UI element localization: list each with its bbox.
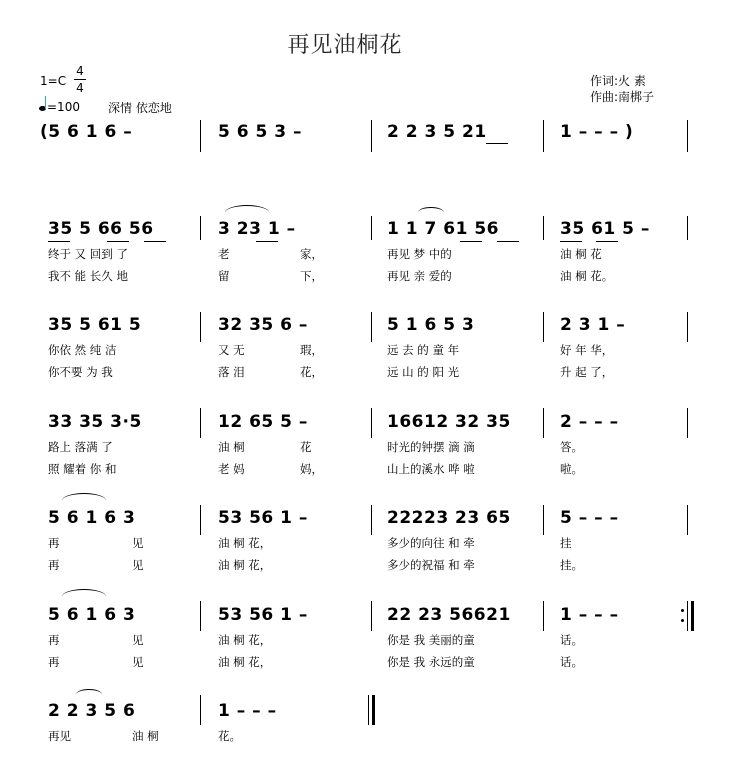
lyric-text: 终于 又 回到 了	[48, 247, 128, 261]
barline	[371, 312, 372, 342]
notation-measure: 3 23 1 –	[218, 219, 296, 239]
beam-underline	[596, 241, 618, 242]
barline	[543, 216, 544, 240]
notation-measure: 2 2 3 5 6	[48, 701, 136, 721]
lyric-text: 再见	[48, 729, 71, 743]
lyric-text: 远 山 的 阳 光	[387, 365, 460, 379]
lyric-text: 油 桐 花，	[218, 536, 272, 550]
lyric-text: 老	[218, 247, 230, 261]
lyric-text: 妈，	[300, 462, 323, 476]
lyric-text: 油 桐 花，	[218, 655, 272, 669]
lyric-text: 升 起 了，	[560, 365, 614, 379]
lyric-text: 你是 我 美丽的童	[387, 633, 475, 647]
lyric-text: 下，	[300, 269, 323, 283]
lyricist-credit: 作词:火 素	[590, 74, 646, 88]
lyric-text: 又 无	[218, 343, 245, 357]
lyric-text: 再见 梦 中的	[387, 247, 452, 261]
lyric-text: 话。	[560, 655, 583, 669]
barline	[543, 601, 544, 631]
barline	[687, 312, 688, 342]
lyric-text: 油 桐	[218, 440, 245, 454]
expression-mark: 深情 依恋地	[108, 101, 172, 115]
notation-measure: 1 – – –	[560, 605, 619, 625]
notation-measure: 12 65 5 –	[218, 412, 308, 432]
barline	[543, 505, 544, 535]
lyric-text: 你不要 为 我	[48, 365, 113, 379]
beam-underline	[460, 241, 482, 242]
beam-underline	[256, 241, 278, 242]
time-signature	[74, 64, 86, 95]
notation-measure: 1 – – –	[218, 701, 277, 721]
notation-measure: 1 1 7 61 56	[387, 219, 499, 239]
composer-credit: 作曲:南梆子	[590, 90, 655, 104]
time-top: 4	[76, 64, 84, 78]
lyric-text: 好 年 华，	[560, 343, 614, 357]
lyric-text: 油 桐 花，	[218, 558, 272, 572]
lyric-text: 留	[218, 269, 230, 283]
notation-measure: 53 56 1 –	[218, 605, 308, 625]
lyric-text: 花	[300, 440, 312, 454]
barline	[200, 695, 201, 725]
lyric-text: 见	[132, 536, 144, 550]
notation-measure: 5 – – –	[560, 508, 619, 528]
lyric-text: 花，	[300, 365, 323, 379]
notation-measure: 5 6 5 3 –	[218, 122, 302, 142]
slur-arc	[418, 207, 444, 218]
lyric-text: 我不 能 长久 地	[48, 269, 128, 283]
final-barline	[372, 695, 375, 725]
barline	[543, 408, 544, 438]
lyric-text: 照 耀着 你 和	[48, 462, 117, 476]
slur-arc	[225, 205, 269, 220]
lyric-text: 油 桐 花，	[218, 633, 272, 647]
notation-measure: 16612 32 35	[387, 412, 511, 432]
quarter-note-icon	[39, 99, 47, 111]
lyric-text: 你是 我 永远的童	[387, 655, 475, 669]
lyric-text: 油 桐	[132, 729, 159, 743]
notation-measure: 35 61 5 –	[560, 219, 650, 239]
barline	[543, 120, 544, 152]
notation-measure: 32 35 6 –	[218, 315, 308, 335]
lyric-text: 花。	[218, 729, 241, 743]
final-barline	[368, 695, 369, 725]
notation-measure: 53 56 1 –	[218, 508, 308, 528]
barline	[200, 120, 201, 152]
lyric-text: 多少的祝福 和 牵	[387, 558, 475, 572]
beam-underline	[497, 241, 519, 242]
lyric-text: 老 妈	[218, 462, 245, 476]
lyric-text: 见	[132, 633, 144, 647]
lyric-text: 再	[48, 536, 60, 550]
lyric-text: 挂	[560, 536, 572, 550]
barline	[200, 312, 201, 342]
time-bottom: 4	[76, 81, 84, 95]
notation-measure: 1 – – – )	[560, 122, 634, 142]
barline	[200, 601, 201, 631]
lyric-text: 瑕，	[300, 343, 323, 357]
barline	[543, 312, 544, 342]
notation-measure: 5 6 1 6 3	[48, 605, 136, 625]
barline	[371, 408, 372, 438]
beam-underline	[144, 241, 166, 242]
repeat-dot-lower	[681, 619, 684, 622]
barline	[371, 120, 372, 152]
barline	[371, 216, 372, 240]
notation-measure: 35 5 66 56	[48, 219, 154, 239]
lyric-text: 多少的向往 和 牵	[387, 536, 475, 550]
key-signature: 1=C	[40, 74, 67, 88]
notation-measure: 22223 23 65	[387, 508, 511, 528]
tempo-mark: =100	[39, 99, 80, 114]
barline	[200, 505, 201, 535]
lyric-text: 见	[132, 655, 144, 669]
lyric-text: 答。	[560, 440, 583, 454]
lyric-text: 落 泪	[218, 365, 245, 379]
slur-arc	[76, 689, 102, 700]
beam-underline	[48, 241, 70, 242]
sheet-title: 再见油桐花	[287, 33, 403, 58]
barline	[687, 120, 688, 152]
repeat-dot-upper	[681, 609, 684, 612]
lyric-text: 再	[48, 655, 60, 669]
barline	[687, 505, 688, 535]
lyric-text: 山上的溪水 哗 啦	[387, 462, 475, 476]
lyric-text: 油 桐 花	[560, 247, 602, 261]
notation-measure: 5 6 1 6 3	[48, 508, 136, 528]
notation-measure: 5 1 6 5 3	[387, 315, 475, 335]
notation-measure: (5 6 1 6 –	[40, 122, 133, 142]
lyric-text: 再见 亲 爱的	[387, 269, 452, 283]
barline	[200, 216, 201, 240]
barline	[687, 408, 688, 438]
notation-measure: 2 3 1 –	[560, 315, 626, 335]
notation-measure: 2 2 3 5 21	[387, 122, 487, 142]
beam-underline	[486, 143, 508, 144]
lyric-text: 见	[132, 558, 144, 572]
lyric-text: 话。	[560, 633, 583, 647]
lyric-text: 远 去 的 童 年	[387, 343, 460, 357]
beam-underline	[560, 241, 582, 242]
notation-measure: 2 – – –	[560, 412, 619, 432]
notation-measure: 33 35 3·5	[48, 412, 142, 432]
lyric-text: 再	[48, 558, 60, 572]
beam-underline	[107, 241, 129, 242]
slur-arc	[62, 493, 106, 508]
barline	[687, 601, 688, 631]
barline	[371, 505, 372, 535]
lyric-text: 家，	[300, 247, 323, 261]
lyric-text: 啦。	[560, 462, 583, 476]
lyric-text: 再	[48, 633, 60, 647]
lyric-text: 挂。	[560, 558, 583, 572]
slur-arc	[62, 589, 106, 604]
notation-measure: 35 5 61 5	[48, 315, 142, 335]
lyric-text: 油 桐 花。	[560, 269, 614, 283]
barline	[371, 601, 372, 631]
lyric-text: 路上 落满 了	[48, 440, 113, 454]
barline	[200, 408, 201, 438]
lyric-text: 时光的钟摆 滴 滴	[387, 440, 475, 454]
barline	[687, 216, 688, 240]
barline	[691, 601, 694, 631]
lyric-text: 你依 然 纯 洁	[48, 343, 117, 357]
notation-measure: 22 23 56621	[387, 605, 511, 625]
